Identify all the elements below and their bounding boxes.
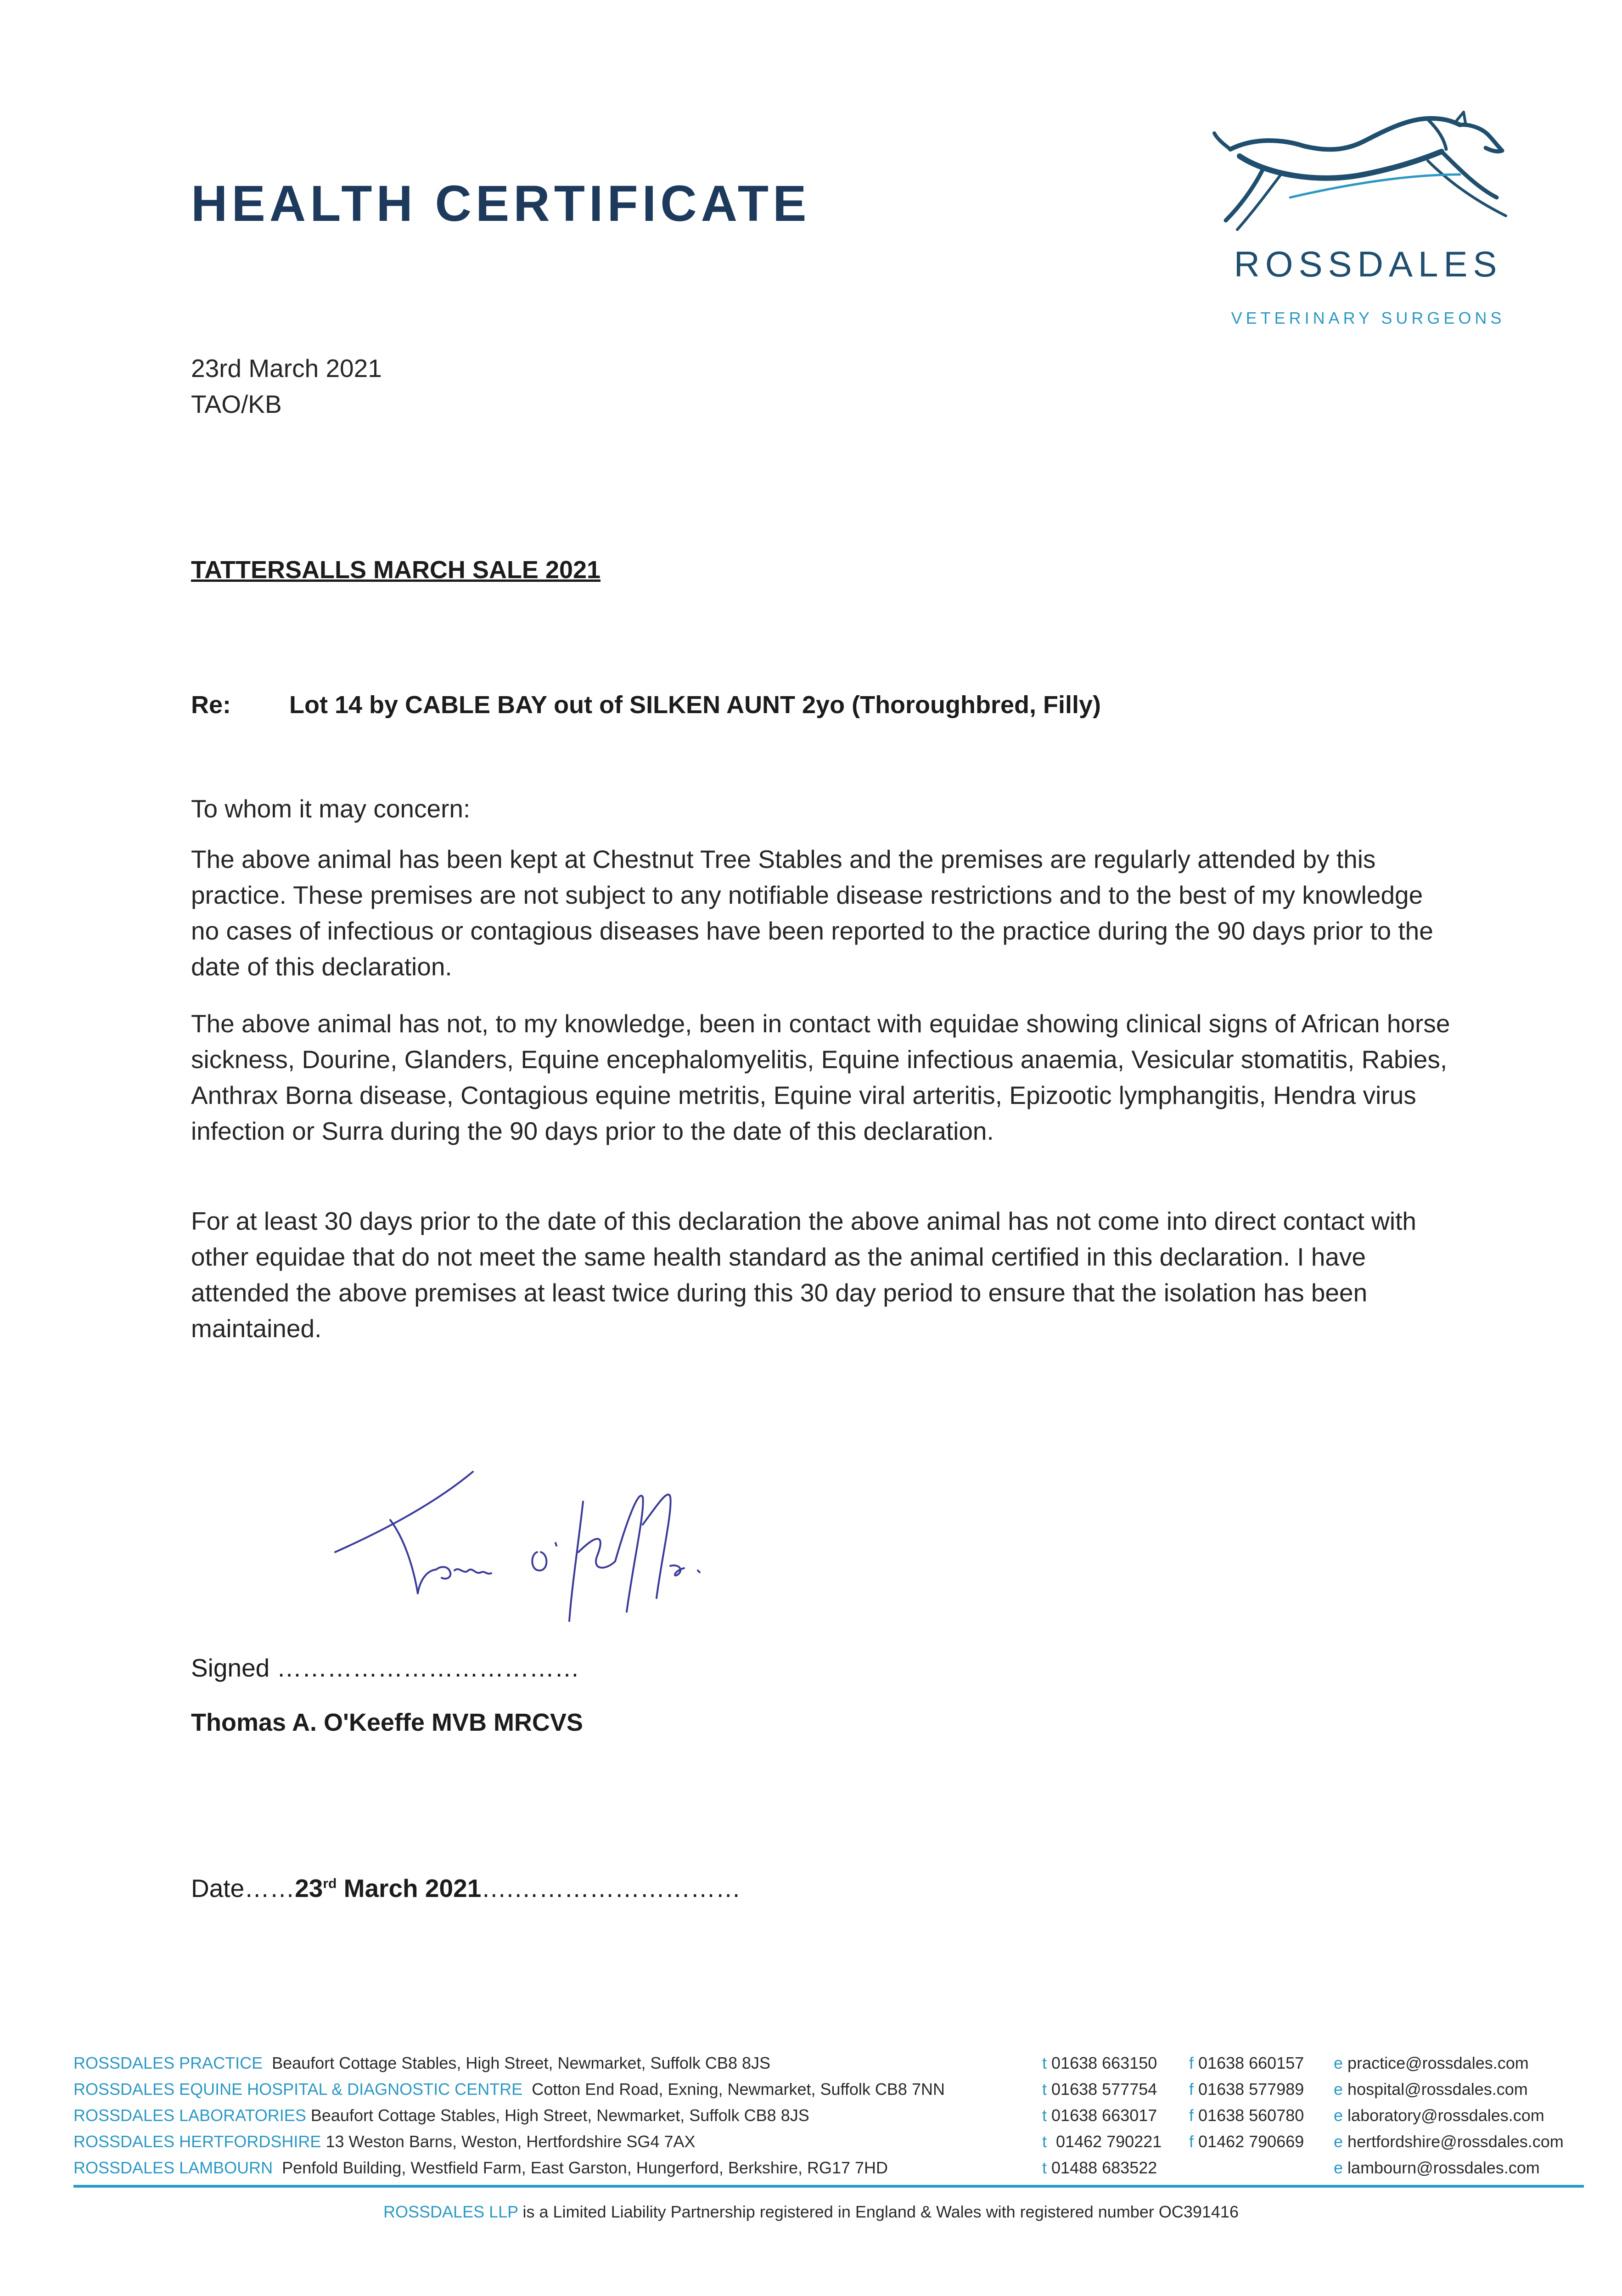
phone-letter: t bbox=[1042, 2054, 1047, 2072]
date-month-year: March 2021 bbox=[337, 1874, 482, 1902]
llp-text: is a Limited Liability Partnership registered in England & Wales with registered number OC391416 bbox=[518, 2202, 1239, 2221]
sale-title: TATTERSALLS MARCH SALE 2021 bbox=[191, 556, 601, 584]
date-prefix: Date…… bbox=[191, 1874, 295, 1902]
footer-address: 13 Weston Barns, Weston, Hertfordshire SG4 7AX bbox=[326, 2132, 696, 2151]
footer-org: ROSSDALES HERTFORDSHIRE bbox=[73, 2132, 321, 2151]
re-label: Re: bbox=[191, 691, 231, 719]
footer-email[interactable]: practice@rossdales.com bbox=[1347, 2054, 1529, 2072]
brand-name: ROSSDALES bbox=[1234, 244, 1503, 284]
footer-org: ROSSDALES EQUINE HOSPITAL & DIAGNOSTIC CENTRE bbox=[73, 2080, 523, 2099]
footer-fax: 01638 560780 bbox=[1198, 2106, 1304, 2125]
email-letter: e bbox=[1334, 2054, 1343, 2072]
footer-fax: 01638 577989 bbox=[1198, 2080, 1304, 2099]
email-letter: e bbox=[1334, 2080, 1343, 2099]
footer-fax: 01638 660157 bbox=[1198, 2054, 1304, 2072]
email-letter: e bbox=[1334, 2106, 1343, 2125]
footer-phone: 01488 683522 bbox=[1051, 2158, 1157, 2177]
footer-phone: 01638 663017 bbox=[1051, 2106, 1157, 2125]
phone-letter: t bbox=[1042, 2132, 1047, 2151]
footer-email[interactable]: laboratory@rossdales.com bbox=[1347, 2106, 1544, 2125]
brand-tagline: VETERINARY SURGEONS bbox=[1231, 309, 1505, 327]
footer-row bbox=[73, 2158, 1540, 2184]
date-day: 23 bbox=[295, 1874, 323, 1902]
footer-row bbox=[73, 2132, 1564, 2158]
handwritten-signature-icon bbox=[321, 1460, 735, 1635]
body-paragraph: For at least 30 days prior to the date of this declaration the above animal has not come into direct contact with other equidae that do not meet the same health standard as the animal certified in this declaration. I have attended the above premises at least twice during this 30 day period to ensure that the isolation has been maintained. bbox=[191, 1207, 1416, 1343]
page-title: HEALTH CERTIFICATE bbox=[191, 175, 811, 232]
footer-row bbox=[73, 2054, 1529, 2079]
footer-phone: 01638 577754 bbox=[1051, 2080, 1157, 2099]
re-subject: Lot 14 by CABLE BAY out of SILKEN AUNT 2yo (Thoroughbred, Filly) bbox=[289, 691, 1101, 719]
fax-letter: f bbox=[1189, 2132, 1194, 2151]
footer-address: Beaufort Cottage Stables, High Street, Newmarket, Suffolk CB8 8JS bbox=[272, 2054, 770, 2072]
footer-phone: 01638 663150 bbox=[1051, 2054, 1157, 2072]
body-paragraph: The above animal has not, to my knowledge, been in contact with equidae showing clinical signs of African horse sickness, Dourine, Glanders, Equine encephalomyelitis, Equine infectious anaemia, Vesicular stomatitis, Rabies, Anthrax Borna disease, Contagious equine metritis, Equine viral arteritis, Epizootic lymphangitis, Hendra virus infection or Surra during the 90 days prior to the date of this declaration. bbox=[191, 1009, 1450, 1145]
phone-letter: t bbox=[1042, 2106, 1047, 2125]
footer-fax: 01462 790669 bbox=[1198, 2132, 1304, 2151]
fax-letter: f bbox=[1189, 2054, 1194, 2072]
date-suffix: ….……………………… bbox=[481, 1874, 741, 1902]
footer-email[interactable]: lambourn@rossdales.com bbox=[1347, 2158, 1540, 2177]
footer-address: Beaufort Cottage Stables, High Street, Newmarket, Suffolk CB8 8JS bbox=[310, 2106, 809, 2125]
fax-letter: f bbox=[1189, 2106, 1194, 2125]
signed-line: Signed ……………………………… bbox=[191, 1654, 580, 1682]
body-paragraph: The above animal has been kept at Chestnut Tree Stables and the premises are regularly attended by this practice. These premises are not subject to any notifiable disease restrictions and to the best of my knowledge no cases of infectious or contagious diseases have been reported to the practice during the 90 days prior to the date of this declaration. bbox=[191, 845, 1433, 981]
llp-notice bbox=[0, 2202, 1622, 2222]
email-letter: e bbox=[1334, 2132, 1343, 2151]
greeting: To whom it may concern: bbox=[191, 794, 471, 823]
reference-code: TAO/KB bbox=[191, 390, 282, 418]
signer-name: Thomas A. O'Keeffe MVB MRCVS bbox=[191, 1709, 583, 1736]
fax-letter: f bbox=[1189, 2080, 1194, 2099]
footer-email[interactable]: hertfordshire@rossdales.com bbox=[1347, 2132, 1564, 2151]
date-day-suffix: rd bbox=[323, 1876, 337, 1891]
footer-divider bbox=[73, 2185, 1584, 2188]
footer-email[interactable]: hospital@rossdales.com bbox=[1347, 2080, 1528, 2099]
llp-org: ROSSDALES LLP bbox=[383, 2202, 518, 2221]
footer-row bbox=[73, 2080, 1528, 2105]
footer-org: ROSSDALES LAMBOURN bbox=[73, 2158, 273, 2177]
horse-logo-icon bbox=[1212, 106, 1524, 335]
footer-org: ROSSDALES LABORATORIES bbox=[73, 2106, 306, 2125]
footer-row bbox=[73, 2106, 1544, 2132]
date-line bbox=[191, 1874, 741, 1903]
footer-phone: 01462 790221 bbox=[1056, 2132, 1162, 2151]
footer-org: ROSSDALES PRACTICE bbox=[73, 2054, 263, 2072]
letter-date: 23rd March 2021 bbox=[191, 354, 382, 383]
phone-letter: t bbox=[1042, 2158, 1047, 2177]
phone-letter: t bbox=[1042, 2080, 1047, 2099]
email-letter: e bbox=[1334, 2158, 1343, 2177]
footer-address: Cotton End Road, Exning, Newmarket, Suffolk CB8 7NN bbox=[532, 2080, 945, 2099]
footer-address: Penfold Building, Westfield Farm, East Garston, Hungerford, Berkshire, RG17 7HD bbox=[282, 2158, 888, 2177]
